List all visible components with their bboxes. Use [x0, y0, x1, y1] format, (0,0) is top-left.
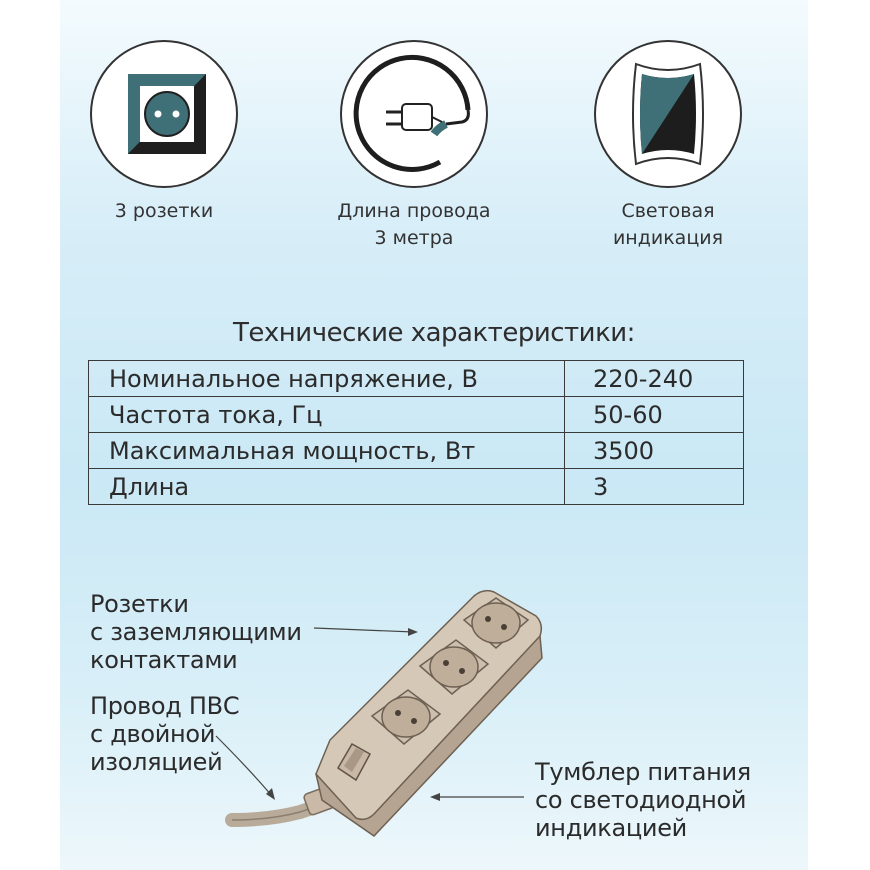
- callout-line: Тумблер питания: [535, 758, 751, 786]
- callout-switch-label: [535, 758, 751, 842]
- callout-line: индикацией: [535, 814, 687, 842]
- callout-sockets-label: [90, 590, 302, 674]
- spec-name: Номинальное напряжение, В: [89, 361, 565, 397]
- caption-line: Длина провода: [337, 200, 491, 222]
- caption-line: Световая: [621, 200, 715, 222]
- callout-line: Провод ПВС: [90, 692, 240, 720]
- caption-line: 3 розетки: [114, 200, 214, 222]
- callout-line: контактами: [90, 646, 238, 674]
- callout-line: с двойной: [90, 720, 216, 748]
- spec-name: Частота тока, Гц: [89, 397, 565, 433]
- spec-value: 220-240: [565, 361, 744, 397]
- spec-name: Максимальная мощность, Вт: [89, 433, 565, 469]
- callout-line: с заземляющими: [90, 618, 302, 646]
- callout-line: Розетки: [90, 590, 189, 618]
- caption-line: индикация: [612, 227, 724, 249]
- spec-value: 3500: [565, 433, 744, 469]
- callout-wire-label: [90, 692, 239, 776]
- callout-line: со светодиодной: [535, 786, 747, 814]
- spec-value: 50-60: [565, 397, 744, 433]
- callout-line: изоляцией: [90, 748, 223, 776]
- spec-value: 3: [565, 469, 744, 505]
- spec-title: Технические характеристики:: [233, 318, 635, 348]
- caption-line: 3 метра: [374, 227, 454, 249]
- spec-name: Длина: [89, 469, 565, 505]
- arrow-switch: [430, 793, 524, 801]
- arrow-sockets: [314, 628, 418, 636]
